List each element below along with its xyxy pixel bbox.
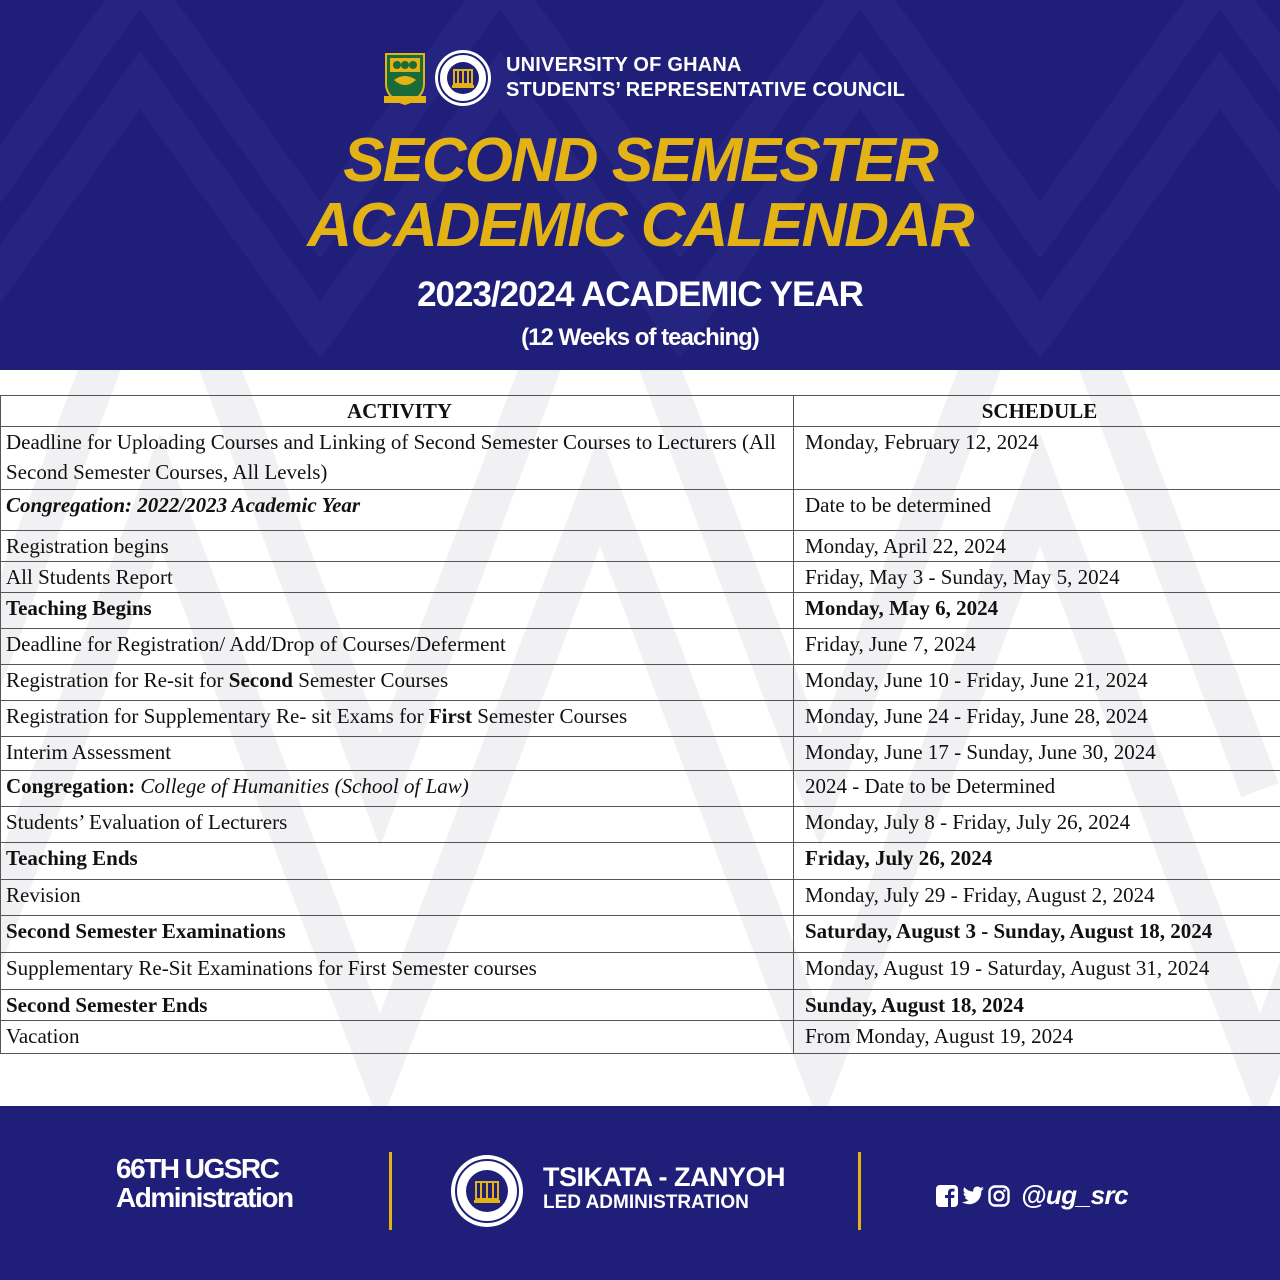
activity-cell xyxy=(1,771,794,807)
activity-cell: Congregation: 2022/2023 Academic Year xyxy=(1,490,794,531)
schedule-cell: Saturday, August 3 - Sunday, August 18, 2024 xyxy=(794,916,1280,953)
schedule-cell: Monday, April 22, 2024 xyxy=(794,531,1280,562)
schedule-cell: Monday, July 29 - Friday, August 2, 2024 xyxy=(794,880,1280,916)
schedule-cell: Monday, August 19 - Saturday, August 31, 2024 xyxy=(794,953,1280,990)
column-header-schedule: SCHEDULE xyxy=(794,396,1280,427)
schedule-cell: Sunday, August 18, 2024 xyxy=(794,990,1280,1021)
table-row xyxy=(1,490,1280,531)
table-row xyxy=(1,771,1280,807)
table-row xyxy=(1,427,1280,490)
activity-emphasis: First xyxy=(428,704,472,728)
activity-cell: Students’ Evaluation of Lecturers xyxy=(1,807,794,843)
activity-text: Registration for Supplementary Re- sit Exams for xyxy=(6,704,429,728)
table-row xyxy=(1,593,1280,629)
led-administration-label: LED ADMINISTRATION xyxy=(543,1192,749,1213)
table-row xyxy=(1,916,1280,953)
activity-cell: Teaching Ends xyxy=(1,843,794,880)
table-row xyxy=(1,701,1280,737)
social-links xyxy=(936,1180,1128,1211)
column-header-activity: ACTIVITY xyxy=(1,396,794,427)
activity-cell: Vacation xyxy=(1,1021,794,1054)
activity-cell xyxy=(1,701,794,737)
activity-cell: Revision xyxy=(1,880,794,916)
activity-cell xyxy=(1,665,794,701)
table-row xyxy=(1,531,1280,562)
activity-cell: Second Semester Ends xyxy=(1,990,794,1021)
table-row xyxy=(1,807,1280,843)
schedule-cell: Friday, July 26, 2024 xyxy=(794,843,1280,880)
facebook-icon[interactable] xyxy=(936,1185,958,1207)
administration-line1: 66TH UGSRC xyxy=(116,1153,279,1184)
instagram-icon[interactable] xyxy=(988,1185,1010,1207)
leaders-names: TSIKATA - ZANYOH xyxy=(543,1162,785,1192)
schedule-cell: Monday, February 12, 2024 xyxy=(794,427,1280,490)
table-row xyxy=(1,843,1280,880)
divider xyxy=(858,1152,861,1230)
schedule-cell: Monday, June 24 - Friday, June 28, 2024 xyxy=(794,701,1280,737)
schedule-cell: 2024 - Date to be Determined xyxy=(794,771,1280,807)
university-name: UNIVERSITY OF GHANA xyxy=(506,54,742,76)
administration-line2: Administration xyxy=(116,1182,293,1213)
academic-calendar-table xyxy=(0,395,1280,1054)
schedule-cell: Monday, May 6, 2024 xyxy=(794,593,1280,629)
schedule-cell: Monday, June 17 - Sunday, June 30, 2024 xyxy=(794,737,1280,771)
src-seal-icon xyxy=(450,1154,524,1228)
council-name: STUDENTS’ REPRESENTATIVE COUNCIL xyxy=(506,79,906,101)
table-row xyxy=(1,737,1280,771)
page-title-line2: ACADEMIC CALENDAR xyxy=(307,191,973,260)
schedule-cell: Monday, July 8 - Friday, July 26, 2024 xyxy=(794,807,1280,843)
led-administration xyxy=(543,1162,785,1214)
src-seal-icon xyxy=(434,49,492,107)
table-row xyxy=(1,629,1280,665)
brand-text xyxy=(506,53,905,103)
activity-text: Semester Courses xyxy=(472,704,628,728)
brand-row xyxy=(382,48,905,108)
table-row xyxy=(1,990,1280,1021)
activity-cell: Second Semester Examinations xyxy=(1,916,794,953)
activity-cell: Supplementary Re-Sit Examinations for First Semester courses xyxy=(1,953,794,990)
activity-emphasis: Congregation: xyxy=(6,774,136,798)
academic-year: 2023/2024 ACADEMIC YEAR xyxy=(417,275,863,314)
table-row xyxy=(1,1021,1280,1054)
teaching-weeks-note: (12 Weeks of teaching) xyxy=(521,324,759,351)
schedule-cell: Friday, May 3 - Sunday, May 5, 2024 xyxy=(794,562,1280,593)
activity-cell: All Students Report xyxy=(1,562,794,593)
university-crest-icon xyxy=(382,50,428,106)
schedule-cell: Friday, June 7, 2024 xyxy=(794,629,1280,665)
schedule-cell: From Monday, August 19, 2024 xyxy=(794,1021,1280,1054)
schedule-cell: Date to be determined xyxy=(794,490,1280,531)
activity-cell: Teaching Begins xyxy=(1,593,794,629)
table-row xyxy=(1,562,1280,593)
footer-banner xyxy=(0,1106,1280,1280)
activity-text: Registration for Re-sit for xyxy=(6,668,229,692)
page-title-line1: SECOND SEMESTER xyxy=(343,126,937,195)
administration-label xyxy=(116,1154,293,1212)
table-row xyxy=(1,880,1280,916)
activity-cell: Interim Assessment xyxy=(1,737,794,771)
activity-cell: Deadline for Uploading Courses and Linking of Second Semester Courses to Lecturers (All Second Semester Courses, All Levels) xyxy=(1,427,794,490)
activity-text: Semester Courses xyxy=(292,668,449,692)
activity-cell: Registration begins xyxy=(1,531,794,562)
header-banner xyxy=(0,0,1280,370)
table-row xyxy=(1,953,1280,990)
activity-text: College of Humanities (School of Law) xyxy=(135,774,469,798)
table-row xyxy=(1,665,1280,701)
activity-cell: Deadline for Registration/ Add/Drop of Courses/Deferment xyxy=(1,629,794,665)
table-header-row xyxy=(1,396,1280,427)
activity-emphasis: Second xyxy=(228,668,293,692)
twitter-icon[interactable] xyxy=(961,1185,985,1207)
divider xyxy=(389,1152,392,1230)
schedule-cell: Monday, June 10 - Friday, June 21, 2024 xyxy=(794,665,1280,701)
social-handle[interactable]: @ug_src xyxy=(1021,1180,1129,1210)
